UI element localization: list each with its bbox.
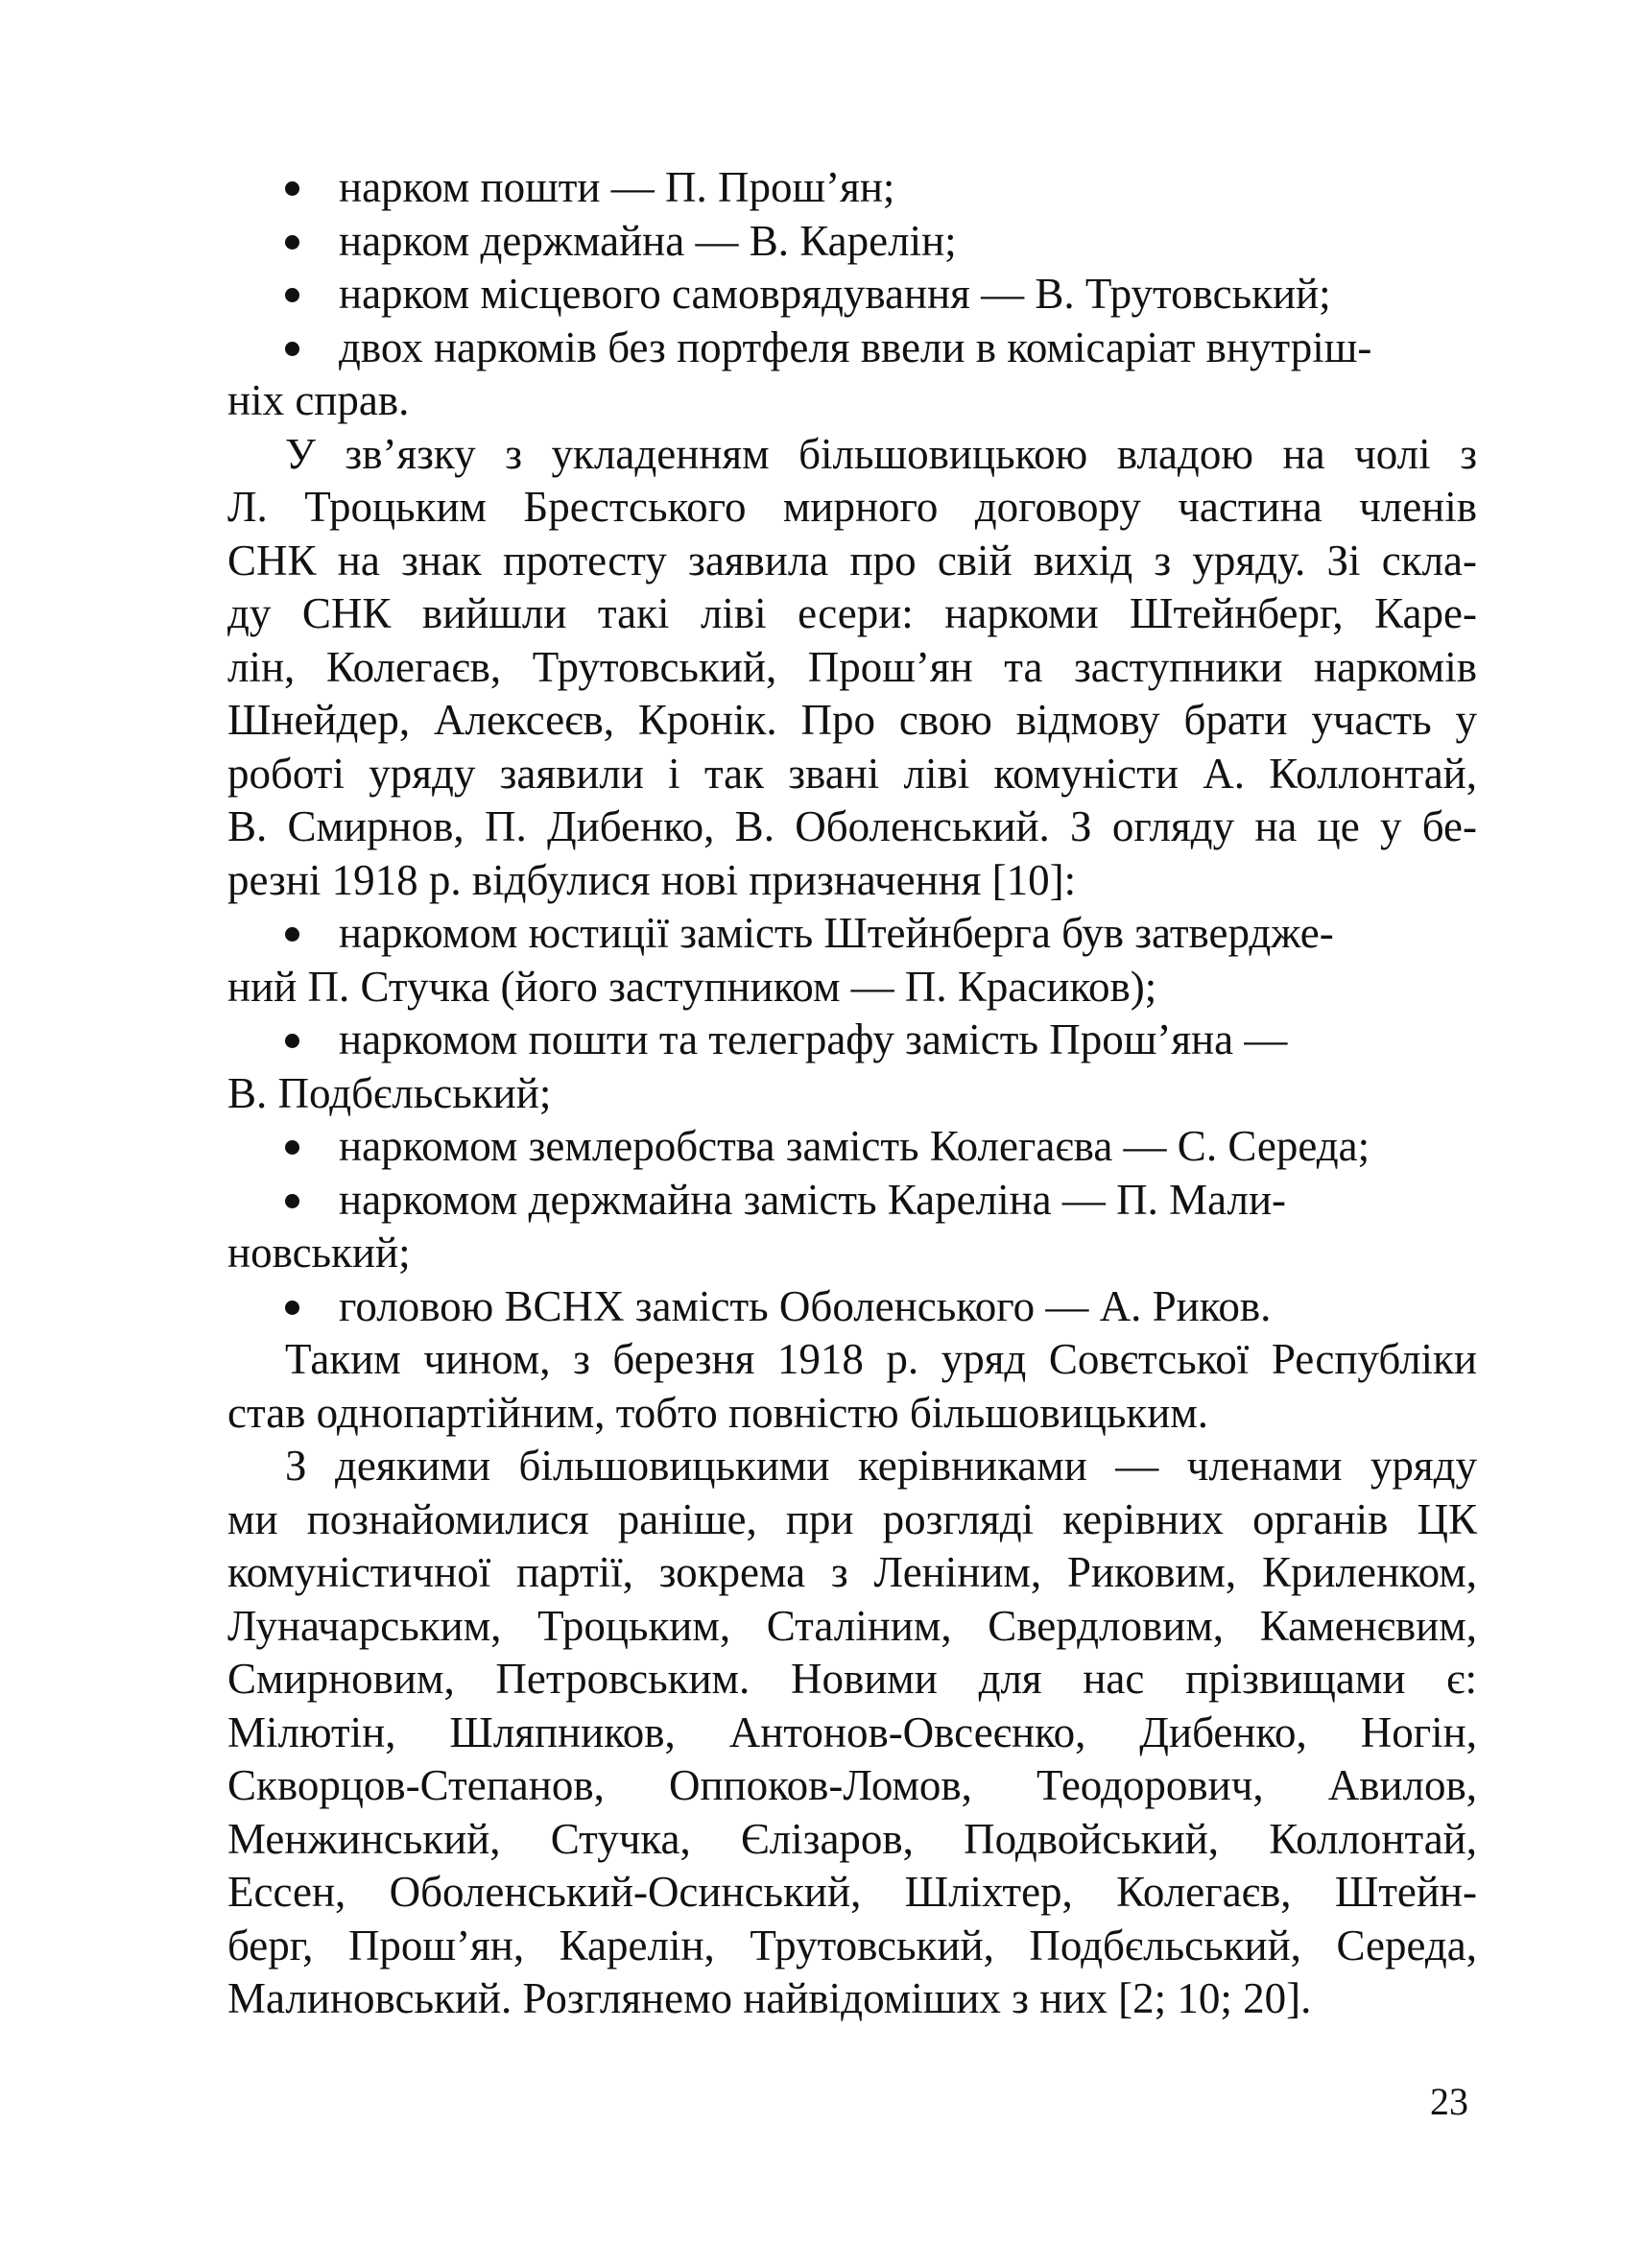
text-line: ду СНК вийшли такі ліві есери: наркоми Штейнберг, Каре- <box>227 589 1477 637</box>
text-line: наркомом юстиції замість Штейнберга був затвердже- <box>339 909 1334 957</box>
text-line: Шнейдер, Алексеєв, Кронік. Про свою відмову брати участь у <box>227 696 1477 744</box>
bullet-icon <box>285 1120 339 1174</box>
text-line: ний П. Стучка (його заступником — П. Красиков); <box>227 962 1157 1011</box>
page-body <box>227 161 1477 2026</box>
bullet-item <box>227 161 1477 215</box>
text-line: ніх справ. <box>227 376 410 424</box>
text-line: резні 1918 р. відбулися нові призначення [10]: <box>227 855 1077 904</box>
text-line: наркомом держмайна замість Кареліна — П. Мали- <box>339 1175 1287 1224</box>
text-line: лін, Колегаєв, Трутовський, Прош’ян та заступники наркомів <box>227 642 1477 691</box>
bullet-icon <box>285 1174 339 1228</box>
text-line: В. Подбєльський; <box>227 1068 552 1117</box>
text-line: комуністичної партії, зокрема з Леніним, Риковим, Криленком, <box>227 1548 1477 1596</box>
text-line: Мілютін, Шляпников, Антонов-Овсеєнко, Дибенко, Ногін, <box>227 1707 1477 1756</box>
bullet-icon <box>285 1280 339 1334</box>
bullet-item <box>227 1280 1477 1334</box>
bullet-icon <box>285 268 339 322</box>
text-line: наркомом землеробства замість Колегаєва — С. Середа; <box>339 1122 1370 1170</box>
bullet-icon <box>285 907 339 961</box>
bullet-item <box>227 268 1477 322</box>
text-line: новський; <box>227 1229 411 1277</box>
text-line: нарком держмайна — В. Карелін; <box>339 216 957 265</box>
bullet-icon <box>285 1014 339 1067</box>
text-line: нарком місцевого самоврядування — В. Трутовський; <box>339 270 1331 318</box>
text-line: головою ВСНХ замість Оболенського — А. Риков. <box>339 1281 1272 1330</box>
text-line: Скворцов-Степанов, Оппоков-Ломов, Теодорович, Авилов, <box>227 1761 1477 1809</box>
text-line: СНК на знак протесту заявила про свій вихід з уряду. Зі скла- <box>227 536 1477 585</box>
bullet-item <box>227 322 1477 375</box>
text-line: Ессен, Оболенський-Осинський, Шліхтер, Колегаєв, Штейн- <box>227 1868 1477 1916</box>
text-line: Л. Троцьким Брестського мирного договору частина членів <box>227 483 1477 531</box>
text-line: нарком пошти — П. Прош’ян; <box>339 163 895 211</box>
text-line: берг, Прош’ян, Карелін, Трутовський, Подбєльський, Середа, <box>227 1921 1477 1970</box>
text-line: ми познайомилися раніше, при розгляді керівних органів ЦК <box>227 1494 1477 1543</box>
text-line: Смирновим, Петровським. Новими для нас прізвищами є: <box>227 1655 1477 1703</box>
bullet-icon <box>285 161 339 215</box>
text-line: Луначарським, Троцьким, Сталіним, Свердловим, Каменєвим, <box>227 1601 1477 1650</box>
text-line: В. Смирнов, П. Дибенко, В. Оболенський. З огляду на це у бе- <box>227 802 1477 850</box>
text-line: двох наркомів без портфеля ввели в комісаріат внутріш- <box>339 322 1372 371</box>
text-line: Малиновський. Розглянемо найвідоміших з них [2; 10; 20]. <box>227 1974 1312 2022</box>
page-number: 23 <box>1430 2080 1468 2123</box>
bullet-item <box>227 1120 1477 1174</box>
bullet-icon <box>285 215 339 269</box>
bullet-item <box>227 1014 1477 1067</box>
text-line: наркомом пошти та телеграфу замість Прош’яна — <box>339 1015 1288 1063</box>
paragraph-start: З деякими більшовицькими керівниками — членами уряду <box>285 1442 1477 1490</box>
bullet-item <box>227 215 1477 269</box>
text-line: Менжинський, Стучка, Єлізаров, Подвойський, Коллонтай, <box>227 1814 1477 1863</box>
text-line: став однопартійним, тобто повністю більшовицьким. <box>227 1388 1209 1437</box>
bullet-item <box>227 1174 1477 1228</box>
text-line: роботі уряду заявили і так звані ліві комуністи А. Коллонтай, <box>227 749 1477 798</box>
paragraph-start: У зв’язку з укладенням більшовицькою владою на чолі з <box>285 429 1477 478</box>
bullet-item <box>227 907 1477 961</box>
bullet-icon <box>285 322 339 375</box>
paragraph-start: Таким чином, з березня 1918 р. уряд Совєтської Республіки <box>285 1335 1477 1383</box>
